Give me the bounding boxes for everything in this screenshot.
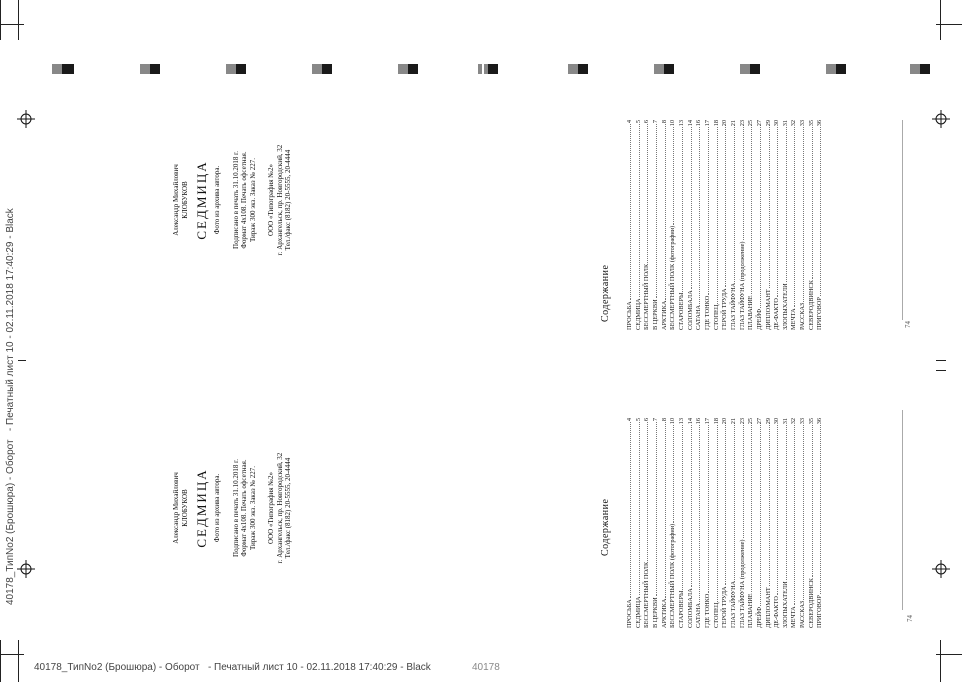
contents-list-lower: [626, 418, 825, 628]
toc-leader: [777, 127, 778, 297]
crop-mark: [0, 640, 1, 682]
crop-mark: [18, 0, 19, 40]
page-number: 74: [906, 615, 914, 622]
toc-entry-title: ГЛАЗ ТАЙФУНА (продолжение): [738, 539, 746, 628]
toc-entry-title: СТОПЕЦ: [712, 602, 720, 628]
job-header-fragment: 40178: [472, 662, 500, 673]
toc-entry-title: ГЛАЗ ТАЙФУНА: [729, 282, 737, 330]
toc-leader: [734, 425, 735, 579]
toc-leader: [639, 422, 640, 595]
toc-entry: [816, 120, 825, 330]
color-bar: [740, 61, 760, 71]
toc-entry: [756, 120, 765, 330]
book-title: СЕДМИЦА: [194, 468, 209, 548]
toc-leader: [682, 425, 683, 589]
author-last-name: КЛОБУКОВ: [180, 489, 189, 527]
registration-mark-icon: [932, 110, 950, 128]
toc-leader: [777, 425, 778, 595]
format-line: Формат 4х108. Печать офсетная.: [240, 151, 248, 249]
toc-leader: [699, 425, 700, 602]
toc-entry-page: 21: [729, 418, 737, 425]
toc-entry-page: 30: [773, 120, 781, 127]
toc-entry-title: ДРЕЙФ: [755, 308, 763, 330]
color-bar: [826, 61, 846, 71]
toc-entry: [652, 418, 661, 628]
toc-leader: [630, 124, 631, 300]
toc-entry-page: 27: [755, 120, 763, 127]
toc-entry: [816, 418, 825, 628]
toc-entry-page: 36: [816, 418, 824, 425]
toc-entry-title: В ЦЕРКВИ: [651, 597, 659, 628]
toc-entry: [713, 120, 722, 330]
toc-entry-page: 18: [712, 120, 720, 127]
toc-leader: [699, 127, 700, 304]
toc-entry-title: ДЕ-ФАКТО: [773, 596, 781, 628]
fold-mark: [18, 360, 26, 361]
toc-entry-title: ГЛАЗ ТАЙФУНА: [729, 580, 737, 628]
toc-entry-page: 8: [660, 418, 668, 422]
signed-line: Подписано в печать 31.10.2018 г.: [231, 151, 240, 249]
toc-entry: [799, 120, 808, 330]
fold-mark: [936, 360, 946, 361]
toc-entry-page: 23: [738, 418, 746, 425]
toc-leader: [725, 425, 726, 585]
toc-entry-title: ДИПЛОМАНТ: [764, 289, 772, 330]
toc-leader: [769, 425, 770, 586]
toc-entry: [782, 120, 791, 330]
toc-entry-title: ПЛАВАНИЕ: [747, 295, 755, 330]
toc-entry: [635, 120, 644, 330]
imprint-block-upper: [172, 110, 293, 290]
toc-entry-page: 31: [781, 120, 789, 127]
color-bar: [312, 61, 332, 71]
toc-leader: [812, 425, 813, 577]
toc-entry-page: 16: [695, 418, 703, 425]
toc-entry-title: ЗЛОПЫХАТЕЛИ: [781, 581, 789, 628]
toc-entry-page: 14: [686, 120, 694, 127]
toc-entry: [747, 120, 756, 330]
toc-entry-page: 6: [643, 418, 651, 422]
toc-entry-page: 21: [729, 120, 737, 127]
run-line: Тираж 300 экз. Заказ № 227.: [248, 465, 257, 551]
toc-entry: [773, 418, 782, 628]
toc-entry-page: 30: [773, 418, 781, 425]
toc-entry: [739, 418, 748, 628]
crop-mark: [940, 0, 941, 40]
toc-leader: [708, 425, 709, 592]
crop-mark: [936, 24, 962, 25]
toc-leader: [647, 124, 648, 263]
crop-mark: [0, 0, 1, 40]
imprint-block-lower: [172, 418, 293, 598]
toc-leader: [691, 425, 692, 587]
toc-entry-page: 29: [764, 418, 772, 425]
toc-leader: [786, 127, 787, 282]
job-header-bottom: 40178_ТипNo2 (Брошюра) - Оборот - Печатный лист 10 - 02.11.2018 17:40:29 - Black: [34, 662, 431, 673]
toc-entry: [687, 120, 696, 330]
toc-entry: [704, 120, 713, 330]
toc-entry-page: 31: [781, 418, 789, 425]
toc-entry: [808, 120, 817, 330]
toc-entry: [695, 120, 704, 330]
toc-leader: [786, 425, 787, 580]
toc-entry-page: 10: [669, 418, 677, 425]
signed-line: Подписано в печать 31.10.2018 г.: [231, 459, 240, 557]
color-bar: [398, 61, 418, 71]
toc-entry-page: 33: [799, 418, 807, 425]
toc-leader: [734, 127, 735, 281]
toc-leader: [691, 127, 692, 289]
toc-entry: [643, 418, 652, 628]
toc-leader: [639, 124, 640, 297]
job-header-vertical: 40178_ТипNo2 (Брошюра) - Оборот - Печатный лист 10 - 02.11.2018 17:40:29 - Black: [5, 208, 16, 605]
toc-entry-page: 14: [686, 418, 694, 425]
toc-entry-title: ЗЛОПЫХАТЕЛИ: [781, 283, 789, 330]
toc-leader: [794, 127, 795, 307]
toc-leader: [743, 127, 744, 240]
contents-heading-upper: Содержание: [600, 264, 611, 322]
contents-list-upper: [626, 120, 825, 330]
toc-entry: [661, 120, 670, 330]
toc-entry: [782, 418, 791, 628]
toc-leader: [820, 425, 821, 594]
toc-entry-title: ПРОСЬБА: [626, 599, 633, 628]
toc-entry-title: ГЛАЗ ТАЙФУНА (продолжение): [738, 241, 746, 330]
registration-mark-icon: [17, 110, 35, 128]
toc-entry: [730, 120, 739, 330]
toc-entry-title: СЕДМИЦА: [634, 298, 642, 330]
toc-entry-page: 13: [677, 418, 685, 425]
toc-leader: [708, 127, 709, 294]
address-line: г. Архангельск, пр. Новгородский, 32: [275, 144, 284, 256]
author-first-name: Александр Михайлович: [172, 472, 180, 544]
toc-entry: [773, 120, 782, 330]
toc-entry-page: 5: [634, 120, 642, 124]
toc-entry-title: СТОПЕЦ: [712, 304, 720, 330]
toc-leader: [656, 422, 657, 596]
color-bar: [568, 61, 588, 71]
toc-entry-page: 7: [651, 120, 659, 124]
toc-entry-page: 8: [660, 120, 668, 124]
book-title: СЕДМИЦА: [194, 160, 209, 240]
toc-entry: [695, 418, 704, 628]
publisher-line: ООО «Типография №2»: [267, 164, 275, 236]
toc-entry-page: 36: [816, 120, 824, 127]
toc-entry-title: СЕВЕРОДВИНСК: [807, 578, 815, 628]
color-bar: [38, 61, 74, 71]
toc-entry: [713, 418, 722, 628]
author-first-name: Александр Михайлович: [172, 164, 180, 236]
toc-leader: [647, 422, 648, 561]
toc-leader: [751, 425, 752, 592]
toc-entry-page: 4: [626, 120, 633, 124]
toc-entry-title: СЕДМИЦА: [634, 596, 642, 628]
toc-leader: [656, 124, 657, 298]
toc-leader: [725, 127, 726, 287]
toc-entry-page: 33: [799, 120, 807, 127]
toc-leader: [794, 425, 795, 605]
toc-entry-title: СОЛОМБАЛА: [686, 290, 694, 330]
author-last-name: КЛОБУКОВ: [180, 181, 189, 219]
color-bar: [478, 61, 498, 71]
phone-line: Тел./факс (8182) 20-5555, 20-4444: [284, 149, 292, 251]
toc-entry-page: 7: [651, 418, 659, 422]
toc-entry-page: 35: [807, 418, 815, 425]
color-bar: [910, 61, 930, 71]
toc-leader: [682, 127, 683, 291]
toc-entry-title: РАССКАЗ: [799, 302, 807, 330]
toc-entry-title: В ЦЕРКВИ: [651, 299, 659, 330]
toc-entry-title: СТАРОВЕРЫ: [677, 590, 685, 628]
toc-leader: [717, 425, 718, 601]
publisher-line: ООО «Типография №2»: [267, 472, 275, 544]
toc-leader: [769, 127, 770, 288]
toc-entry-title: ДИПЛОМАНТ: [764, 587, 772, 628]
toc-entry-title: ПРИГОВОР: [816, 297, 824, 330]
toc-entry-page: 25: [747, 418, 755, 425]
toc-entry: [790, 120, 799, 330]
toc-entry-title: ГЕРОЙ ТРУДА: [721, 288, 729, 330]
color-bar: [226, 61, 246, 71]
toc-leader: [743, 425, 744, 538]
toc-entry-title: РАССКАЗ: [799, 600, 807, 628]
toc-leader: [673, 425, 674, 522]
toc-entry: [721, 120, 730, 330]
toc-entry-title: ДЕ-ФАКТО: [773, 298, 781, 330]
toc-entry-page: 17: [703, 120, 711, 127]
toc-entry: [790, 418, 799, 628]
crop-mark: [18, 640, 19, 682]
toc-entry-title: БЕССМЕРТНЫЙ ПОЛК (фотографии): [669, 523, 677, 628]
toc-entry-title: СОЛОМБАЛА: [686, 588, 694, 628]
toc-entry-title: ДРЕЙФ: [755, 606, 763, 628]
toc-leader: [673, 127, 674, 224]
toc-entry: [747, 418, 756, 628]
toc-entry: [661, 418, 670, 628]
contents-heading-lower: Содержание: [600, 498, 611, 556]
toc-leader: [751, 127, 752, 294]
toc-entry-page: 29: [764, 120, 772, 127]
toc-entry-title: МЕЧТА: [790, 308, 798, 330]
toc-entry: [669, 418, 678, 628]
registration-mark-icon: [17, 560, 35, 578]
toc-leader: [665, 422, 666, 597]
toc-entry-page: 27: [755, 418, 763, 425]
toc-entry-page: 17: [703, 418, 711, 425]
toc-entry-page: 4: [626, 418, 633, 422]
toc-leader: [812, 127, 813, 279]
toc-entry-page: 23: [738, 120, 746, 127]
toc-entry: [669, 120, 678, 330]
toc-entry-page: 6: [643, 120, 651, 124]
toc-entry: [687, 418, 696, 628]
toc-entry: [652, 120, 661, 330]
color-bar: [140, 61, 160, 71]
toc-entry-page: 32: [790, 418, 798, 425]
page-number: 74: [904, 321, 912, 328]
toc-entry: [626, 120, 635, 330]
page-edge: [902, 410, 903, 610]
fold-mark: [936, 370, 946, 371]
photo-credit: Фото из архива автора.: [213, 473, 221, 543]
toc-entry-title: ГДЕ ТОНКО: [703, 593, 711, 628]
crop-mark: [936, 654, 962, 655]
toc-entry-title: СЕВЕРОДВИНСК: [807, 280, 815, 330]
toc-entry-page: 13: [677, 120, 685, 127]
crop-mark: [0, 654, 24, 655]
crop-mark: [940, 640, 941, 682]
toc-entry: [678, 120, 687, 330]
toc-leader: [803, 425, 804, 600]
address-line: г. Архангельск, пр. Новгородский, 32: [275, 452, 284, 564]
toc-entry: [678, 418, 687, 628]
toc-entry-title: БЕССМЕРТНЫЙ ПОЛК: [643, 263, 651, 330]
toc-entry-title: БЕССМЕРТНЫЙ ПОЛК: [643, 561, 651, 628]
toc-leader: [665, 124, 666, 299]
toc-entry-title: МЕЧТА: [790, 606, 798, 628]
toc-entry-page: 32: [790, 120, 798, 127]
toc-entry: [730, 418, 739, 628]
toc-entry-page: 35: [807, 120, 815, 127]
run-line: Тираж 300 экз. Заказ № 227.: [248, 157, 257, 243]
toc-entry-page: 16: [695, 120, 703, 127]
toc-leader: [760, 127, 761, 308]
toc-entry-title: БЕССМЕРТНЫЙ ПОЛК (фотографии): [669, 225, 677, 330]
toc-entry-title: ГЕРОЙ ТРУДА: [721, 586, 729, 628]
toc-entry-page: 10: [669, 120, 677, 127]
toc-entry: [721, 418, 730, 628]
toc-entry: [704, 418, 713, 628]
toc-entry-title: САТАНА: [695, 602, 703, 628]
toc-entry-page: 5: [634, 418, 642, 422]
toc-leader: [630, 422, 631, 598]
toc-entry-title: АРКТИКА: [660, 300, 668, 330]
toc-entry: [739, 120, 748, 330]
toc-entry-title: ГДЕ ТОНКО: [703, 295, 711, 330]
toc-entry: [643, 120, 652, 330]
registration-mark-icon: [932, 560, 950, 578]
photo-credit: Фото из архива автора.: [213, 165, 221, 235]
toc-entry-title: ПЛАВАНИЕ: [747, 593, 755, 628]
toc-entry: [808, 418, 817, 628]
toc-entry: [765, 120, 774, 330]
toc-entry: [799, 418, 808, 628]
toc-entry: [765, 418, 774, 628]
toc-leader: [820, 127, 821, 296]
format-line: Формат 4х108. Печать офсетная.: [240, 459, 248, 557]
page-edge: [902, 120, 903, 320]
toc-entry: [635, 418, 644, 628]
toc-entry-page: 18: [712, 418, 720, 425]
color-bar: [654, 61, 674, 71]
crop-mark: [0, 24, 24, 25]
toc-entry-title: ПРИГОВОР: [816, 595, 824, 628]
toc-entry-title: ПРОСЬБА: [626, 301, 633, 330]
toc-entry-page: 25: [747, 120, 755, 127]
toc-leader: [803, 127, 804, 302]
toc-entry-title: СТАРОВЕРЫ: [677, 292, 685, 330]
toc-entry-title: САТАНА: [695, 304, 703, 330]
toc-entry-title: АРКТИКА: [660, 598, 668, 628]
toc-leader: [760, 425, 761, 606]
toc-entry-page: 20: [721, 418, 729, 425]
toc-leader: [717, 127, 718, 303]
phone-line: Тел./факс (8182) 20-5555, 20-4444: [284, 457, 292, 559]
toc-entry-page: 20: [721, 120, 729, 127]
toc-entry: [626, 418, 635, 628]
toc-entry: [756, 418, 765, 628]
